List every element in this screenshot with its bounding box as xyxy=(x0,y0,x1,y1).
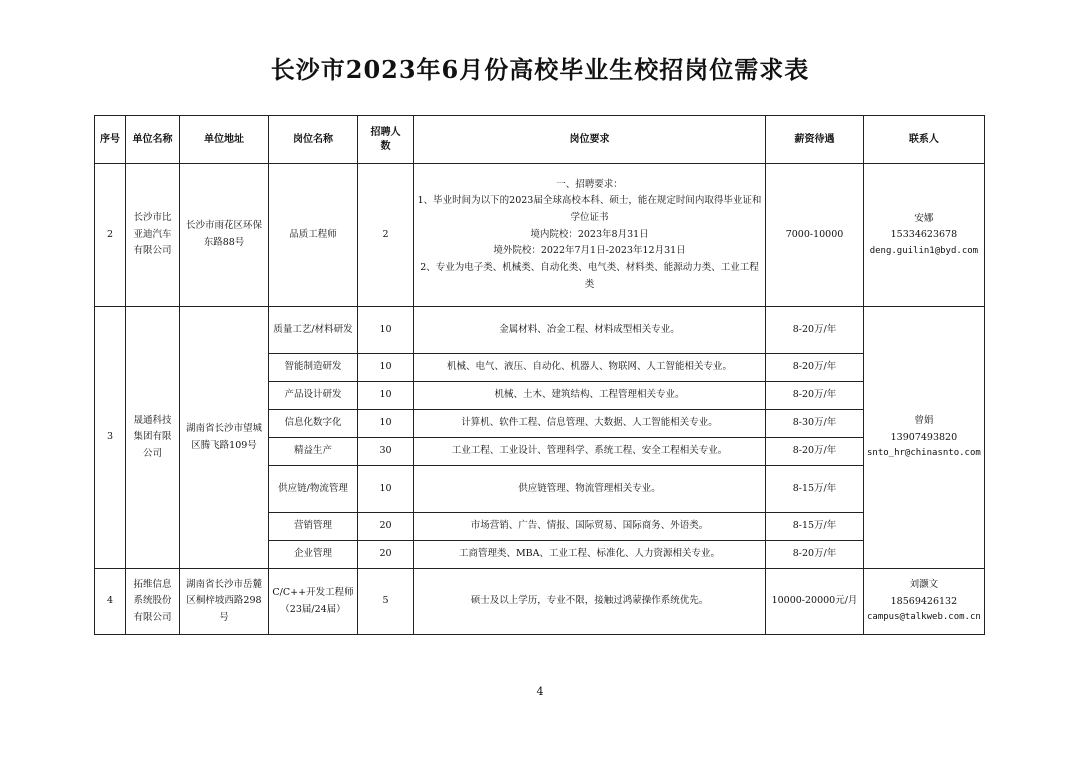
header-row xyxy=(95,116,985,164)
header-cell: 招聘人数 xyxy=(358,116,414,164)
job-count: 10 xyxy=(358,466,414,513)
job-requirements: 硕士及以上学历，专业不限，接触过鸿蒙操作系统优先。 xyxy=(414,569,766,635)
job-requirements: 金属材料、冶金工程、材料成型相关专业。 xyxy=(414,307,766,354)
salary: 8-20万/年 xyxy=(766,354,864,382)
company-name: 长沙市比亚迪汽车有限公司 xyxy=(126,164,180,307)
job-title: 品质工程师 xyxy=(269,164,358,307)
contact xyxy=(864,164,985,307)
job-count: 5 xyxy=(358,569,414,635)
salary: 8-30万/年 xyxy=(766,410,864,438)
contact-phone: 18569426132 xyxy=(890,595,958,607)
header-cell: 联系人 xyxy=(864,116,985,164)
contact xyxy=(864,569,985,635)
contact-name: 安娜 xyxy=(914,212,934,224)
page-title: 长沙市2023年6月份高校毕业生校招岗位需求表 xyxy=(270,55,810,84)
job-title: C/C++开发工程师（23届/24届） xyxy=(269,569,358,635)
page-number: 4 xyxy=(536,685,544,698)
job-requirements: 工商管理类、MBA、工业工程、标准化、人力资源相关专业。 xyxy=(414,541,766,569)
job-count: 20 xyxy=(358,541,414,569)
header-cell: 单位地址 xyxy=(180,116,269,164)
job-title: 营销管理 xyxy=(269,513,358,541)
job-title: 质量工艺/材料研发 xyxy=(269,307,358,354)
job-requirements xyxy=(414,164,766,307)
row-number: 3 xyxy=(95,307,126,569)
company-address: 湖南省长沙市望城区腾飞路109号 xyxy=(180,307,269,569)
salary: 8-15万/年 xyxy=(766,466,864,513)
header-cell: 单位名称 xyxy=(126,116,180,164)
contact-phone: 13907493820 xyxy=(890,431,958,443)
job-title: 供应链/物流管理 xyxy=(269,466,358,513)
job-title: 精益生产 xyxy=(269,438,358,466)
table-row xyxy=(95,164,985,307)
header-cell: 岗位名称 xyxy=(269,116,358,164)
contact-name: 曾娟 xyxy=(914,415,934,426)
salary: 8-20万/年 xyxy=(766,541,864,569)
job-table xyxy=(94,115,985,635)
contact-email: campus@talkweb.com.cn xyxy=(867,612,981,623)
contact-email: deng.guilin1@byd.com xyxy=(869,245,979,256)
row-number: 2 xyxy=(95,164,126,307)
job-count: 10 xyxy=(358,410,414,438)
company-name: 拓维信息系统股份有限公司 xyxy=(126,569,180,635)
job-requirements: 工业工程、工业设计、管理科学、系统工程、安全工程相关专业。 xyxy=(414,438,766,466)
job-title: 信息化数字化 xyxy=(269,410,358,438)
job-title: 智能制造研发 xyxy=(269,354,358,382)
job-requirements: 供应链管理、物流管理相关专业。 xyxy=(414,466,766,513)
header-cell: 薪资待遇 xyxy=(766,116,864,164)
job-count: 10 xyxy=(358,307,414,354)
job-count: 10 xyxy=(358,354,414,382)
job-count: 30 xyxy=(358,438,414,466)
job-title: 企业管理 xyxy=(269,541,358,569)
job-requirements: 市场营销、广告、情报、国际贸易、国际商务、外语类。 xyxy=(414,513,766,541)
requirement-line: 境内院校：2023年8月31日 xyxy=(530,228,649,240)
table-row xyxy=(95,307,985,354)
salary: 8-20万/年 xyxy=(766,382,864,410)
salary: 8-15万/年 xyxy=(766,513,864,541)
salary: 8-20万/年 xyxy=(766,438,864,466)
job-count: 2 xyxy=(358,164,414,307)
job-requirements: 计算机、软件工程、信息管理、大数据、人工智能相关专业。 xyxy=(414,410,766,438)
job-requirements: 机械、电气、液压、自动化、机器人、物联网、人工智能相关专业。 xyxy=(414,354,766,382)
company-name: 晟通科技集团有限公司 xyxy=(126,307,180,569)
requirement-line: 1、毕业时间为以下的2023届全球高校本科、硕士，能在规定时间内取得毕业证和学位证书 xyxy=(417,195,762,224)
table-row xyxy=(95,569,985,635)
requirement-line: 一、招聘要求： xyxy=(556,178,623,190)
company-address: 长沙市雨花区环保东路88号 xyxy=(180,164,269,307)
salary: 7000-10000 xyxy=(766,164,864,307)
header-cell: 序号 xyxy=(95,116,126,164)
salary: 10000-20000元/月 xyxy=(766,569,864,635)
salary: 8-20万/年 xyxy=(766,307,864,354)
contact-email: snto_hr@chinasnto.com xyxy=(867,448,981,459)
requirement-line: 境外院校：2022年7月1日-2023年12月31日 xyxy=(493,245,686,257)
job-title: 产品设计研发 xyxy=(269,382,358,410)
requirement-line: 2、专业为电子类、机械类、自动化类、电气类、材料类、能源动力类、工业工程类 xyxy=(420,261,759,290)
row-number: 4 xyxy=(95,569,126,635)
contact-name: 刘灏文 xyxy=(909,579,939,590)
contact xyxy=(864,307,985,569)
company-address: 湖南省长沙市岳麓区桐梓坡西路298号 xyxy=(180,569,269,635)
job-requirements: 机械、土木、建筑结构、工程管理相关专业。 xyxy=(414,382,766,410)
job-count: 10 xyxy=(358,382,414,410)
header-cell: 岗位要求 xyxy=(414,116,766,164)
contact-phone: 15334623678 xyxy=(890,229,958,241)
job-count: 20 xyxy=(358,513,414,541)
